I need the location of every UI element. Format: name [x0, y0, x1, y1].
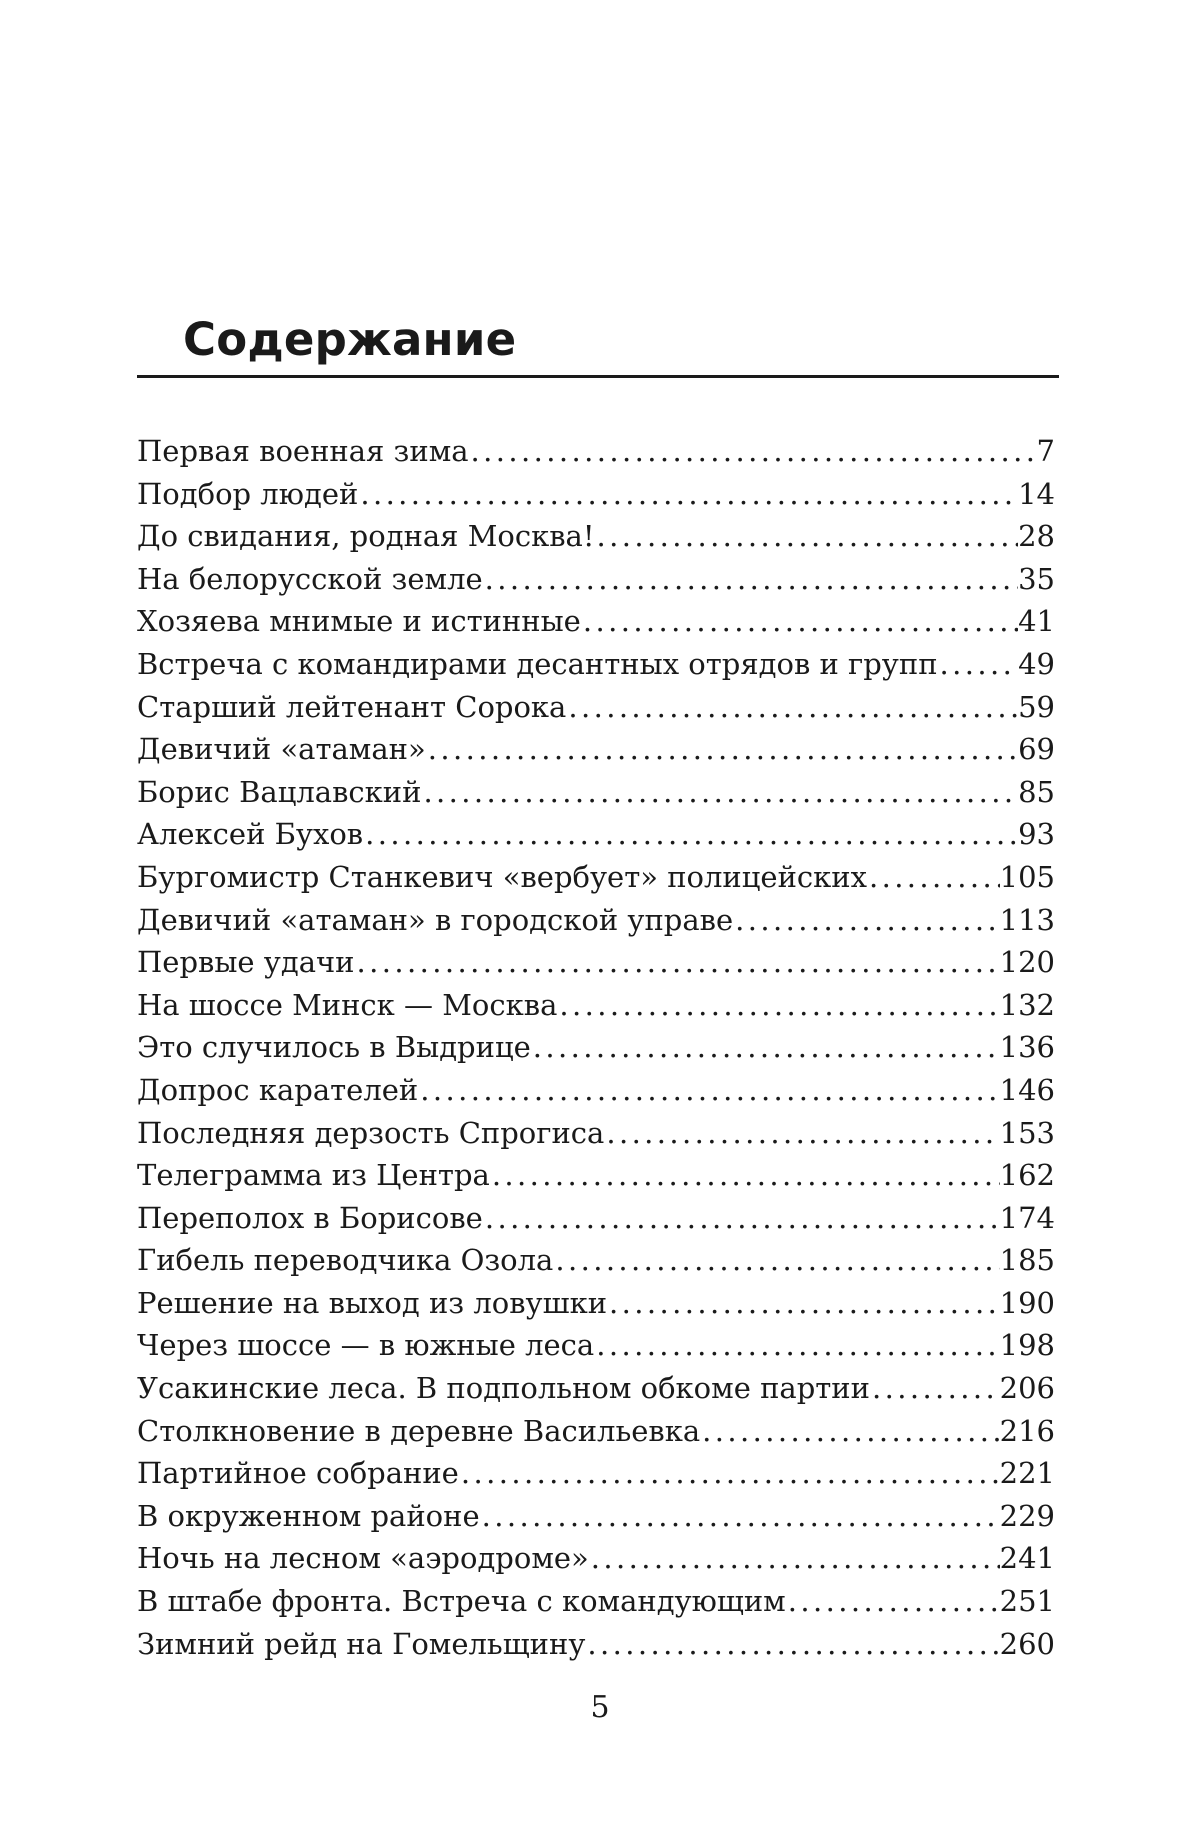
toc-entry-page: 162 — [999, 1158, 1055, 1193]
toc-entry — [137, 1282, 1055, 1325]
toc-entry — [137, 941, 1055, 984]
toc-entry — [137, 771, 1055, 814]
toc-dot-leader — [589, 1537, 1000, 1580]
toc-entry-title: До свидания, родная Москва! — [137, 519, 595, 554]
toc-dot-leader — [469, 430, 1037, 473]
toc-entry-page: 153 — [999, 1115, 1055, 1150]
page-title: Содержание — [183, 313, 517, 366]
toc-entry — [137, 1154, 1055, 1197]
toc-entry-page: 132 — [999, 987, 1055, 1022]
toc-entry — [137, 643, 1055, 686]
toc-entry-page: 251 — [999, 1584, 1055, 1619]
toc-entry — [137, 686, 1055, 729]
toc-entry-title: На шоссе Минск — Москва — [137, 987, 558, 1022]
toc-dot-leader — [585, 1623, 999, 1666]
toc-entry-page: 198 — [999, 1328, 1055, 1363]
table-of-contents — [137, 430, 1055, 1665]
toc-dot-leader — [557, 984, 999, 1027]
toc-entry-title: В штабе фронта. Встреча с командующим — [137, 1584, 786, 1619]
toc-entry — [137, 1324, 1055, 1367]
toc-entry-title: Гибель переводчика Озола — [137, 1243, 554, 1278]
toc-entry-page: 113 — [999, 902, 1055, 937]
toc-entry — [137, 1452, 1055, 1495]
toc-entry-page: 41 — [1018, 604, 1055, 639]
toc-entry-page: 49 — [1018, 646, 1055, 681]
toc-dot-leader — [594, 1324, 999, 1367]
toc-entry-title: Бургомистр Станкевич «вербует» полицейских — [137, 859, 867, 894]
heading-rule — [137, 375, 1059, 378]
toc-entry-page: 221 — [999, 1456, 1055, 1491]
toc-entry-title: Хозяева мнимые и истинные — [137, 604, 581, 639]
toc-dot-leader — [490, 1154, 1000, 1197]
toc-entry-page: 35 — [1018, 561, 1055, 596]
toc-entry — [137, 1239, 1055, 1282]
toc-entry — [137, 1580, 1055, 1623]
toc-entry-page: 216 — [999, 1413, 1055, 1448]
toc-dot-leader — [581, 600, 1018, 643]
toc-entry-page: 190 — [999, 1285, 1055, 1320]
toc-entry-page: 174 — [999, 1200, 1055, 1235]
toc-entry-title: Первая военная зима — [137, 434, 469, 468]
toc-dot-leader — [531, 1026, 1000, 1069]
toc-dot-leader — [459, 1452, 1000, 1495]
toc-dot-leader — [607, 1282, 1000, 1325]
toc-entry-title: Усакинские леса. В подпольном обкоме партии — [137, 1371, 870, 1406]
toc-entry-title: Это случилось в Выдрице — [137, 1030, 531, 1065]
toc-entry-page: 69 — [1018, 732, 1055, 767]
toc-entry-title: Ночь на лесном «аэродроме» — [137, 1541, 589, 1576]
toc-dot-leader — [483, 1197, 1000, 1240]
toc-entry-title: Допрос карателей — [137, 1072, 419, 1107]
toc-entry — [137, 899, 1055, 942]
toc-entry — [137, 1112, 1055, 1155]
toc-entry — [137, 1069, 1055, 1112]
toc-entry — [137, 984, 1055, 1027]
toc-dot-leader — [566, 686, 1018, 729]
toc-dot-leader — [358, 473, 1018, 516]
page-number: 5 — [590, 1690, 610, 1725]
toc-dot-leader — [786, 1580, 1000, 1623]
toc-entry — [137, 856, 1055, 899]
toc-entry — [137, 600, 1055, 643]
toc-entry-page: 229 — [999, 1498, 1055, 1533]
toc-entry — [137, 1623, 1055, 1666]
toc-entry-page: 146 — [999, 1072, 1055, 1107]
toc-entry — [137, 1026, 1055, 1069]
toc-entry-title: Девичий «атаман» — [137, 732, 426, 767]
toc-entry-page: 206 — [999, 1371, 1055, 1406]
toc-entry-title: Через шоссе — в южные леса — [137, 1328, 595, 1363]
toc-dot-leader — [700, 1410, 999, 1453]
toc-dot-leader — [418, 1069, 999, 1112]
toc-entry-title: Зимний рейд на Гомельщину — [137, 1626, 586, 1661]
toc-entry-title: Старший лейтенант Сорока — [137, 689, 567, 724]
toc-entry — [137, 1410, 1055, 1453]
toc-entry-title: На белорусской земле — [137, 561, 483, 596]
toc-entry-title: Девичий «атаман» в городской управе — [137, 902, 734, 937]
toc-entry-title: Борис Вацлавский — [137, 774, 422, 809]
toc-entry-page: 260 — [999, 1626, 1055, 1661]
toc-dot-leader — [938, 643, 1019, 686]
toc-entry-page: 28 — [1018, 519, 1055, 554]
toc-dot-leader — [870, 1367, 1000, 1410]
toc-dot-leader — [553, 1239, 999, 1282]
toc-dot-leader — [480, 1495, 1000, 1538]
toc-entry — [137, 558, 1055, 601]
toc-dot-leader — [363, 813, 1018, 856]
toc-entry-title: В окруженном районе — [137, 1498, 480, 1533]
toc-entry-title: Встреча с командирами десантных отрядов и групп — [137, 646, 938, 681]
toc-entry-title: Столкновение в деревне Васильевка — [137, 1413, 701, 1448]
toc-dot-leader — [867, 856, 1000, 899]
toc-entry-page: 185 — [999, 1243, 1055, 1278]
toc-entry-page: 14 — [1018, 476, 1055, 511]
toc-entry — [137, 1537, 1055, 1580]
toc-entry-page: 59 — [1018, 689, 1055, 724]
toc-dot-leader — [733, 899, 1000, 942]
toc-dot-leader — [595, 515, 1019, 558]
toc-dot-leader — [421, 771, 1018, 814]
toc-entry-title: Переполох в Борисове — [137, 1200, 483, 1235]
toc-entry — [137, 728, 1055, 771]
toc-entry-page: 7 — [1036, 434, 1055, 468]
toc-entry-title: Подбор людей — [137, 476, 359, 511]
toc-entry-title: Алексей Бухов — [137, 817, 364, 852]
toc-dot-leader — [355, 941, 1000, 984]
toc-dot-leader — [483, 558, 1018, 601]
toc-entry-page: 241 — [999, 1541, 1055, 1576]
toc-entry-title: Телеграмма из Центра — [137, 1158, 490, 1193]
toc-entry-title: Решение на выход из ловушки — [137, 1285, 608, 1320]
toc-entry — [137, 473, 1055, 516]
toc-entry-page: 85 — [1018, 774, 1055, 809]
toc-entry — [137, 515, 1055, 558]
toc-entry-title: Последняя дерзость Спрогиса — [137, 1115, 605, 1150]
toc-entry-title: Первые удачи — [137, 945, 355, 980]
toc-dot-leader — [426, 728, 1018, 771]
toc-entry — [137, 1197, 1055, 1240]
toc-entry-page: 136 — [999, 1030, 1055, 1065]
toc-entry — [137, 1367, 1055, 1410]
toc-entry-title: Партийное собрание — [137, 1456, 459, 1491]
toc-dot-leader — [604, 1112, 999, 1155]
toc-entry-page: 120 — [999, 945, 1055, 980]
toc-entry-page: 93 — [1018, 817, 1055, 852]
toc-entry — [137, 813, 1055, 856]
toc-entry — [137, 1495, 1055, 1538]
toc-entry-page: 105 — [999, 859, 1055, 894]
toc-entry — [137, 430, 1055, 473]
